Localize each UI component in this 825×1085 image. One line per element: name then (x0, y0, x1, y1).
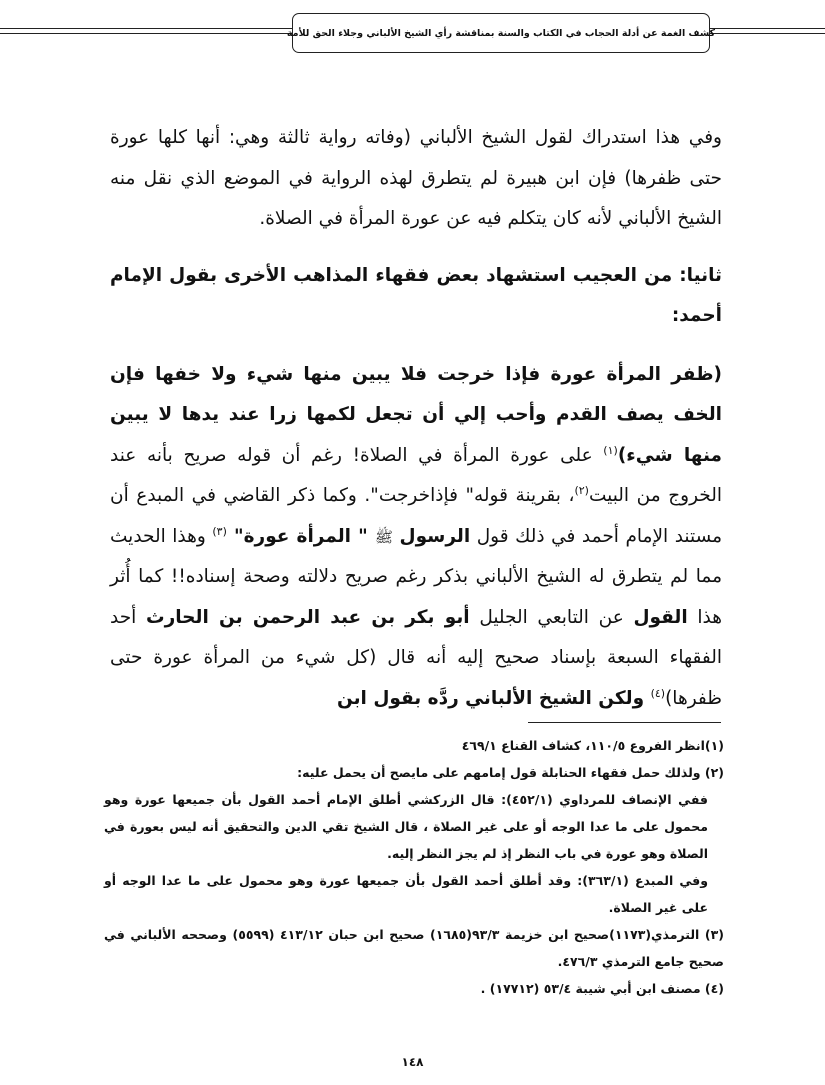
footnote-separator (528, 722, 721, 723)
footnote-2: (٢) ولذلك حمل فقهاء الحنابلة قول إمامهم على مايصح أن يحمل عليه: (297, 765, 724, 780)
paragraph-3-text-j: أحد الفقهاء السبعة بإسناد صحيح إليه أنه قال (كل شيء من المرأة عورة حتى ظفرها) (110, 606, 722, 709)
paragraph-3-text-b: على عورة المرأة في الصلاة! رغم أن قوله صريح بأنه عند الخروج من البيت (110, 444, 722, 506)
hadith-text: " المرأة عورة" (226, 525, 375, 547)
footnote-4: (٤) مصنف ابن أبي شيبة ٥٣/٤ (١٧٧١٢) . (480, 981, 724, 996)
footnotes (104, 732, 724, 1002)
quote-ahmad: (ظفر المرأة عورة فإذا خرجت فلا يبين منها شيء ولا خفها فإن الخف يصف القدم وأحب إلي أن تجعل لكمها زرا عند يدها لا يبين منها شيء) (110, 363, 722, 466)
footnote-ref-1[interactable]: (١) (603, 443, 618, 457)
footnote-2-insaf: ففي الإنصاف للمرداوي (٤٥٢/١): قال الزركشي أطلق الإمام أحمد القول بأن جميعها عورة وهو محمول على ما عدا الوجه أو على غير الصلاة ، قال الشيخ تقي الدين والتحقيق أنه ليس بعورة في الصلاة وهو عورة في باب النظر إذ لم يجز النظر إليه. (104, 792, 708, 861)
page-number: ١٤٨ (401, 1055, 424, 1069)
main-text (110, 118, 722, 719)
paragraph-3-qawl: القول (633, 606, 688, 628)
running-header-title: كشف الغمة عن أدلة الحجاب في الكتاب والسنة بمناقشة رأي الشيخ الألباني وجلاء الحق للأمة (286, 27, 716, 39)
paragraph-3-text-c: ، بقرينة قوله" فإذاخرجت". وكما ذكر القاضي في المبدع أن مستند الإمام أحمد في ذلك قول (110, 485, 722, 547)
narrator-name: أبو بكر بن عبد الرحمن بن الحارث (145, 606, 470, 628)
paragraph-2 (110, 256, 722, 337)
footnote-1: (١)انظر الفروع ١١٠/٥، كشاف القناع ٤٦٩/١ (461, 738, 724, 753)
footnote-3: (٣) الترمذي(١١٧٣)صحيح ابن خزيمة ٩٣/٣(١٦٨٥) صحيح ابن حبان ٤١٣/١٢ (٥٥٩٩) وصححه الألباني في صحيح جامع الترمذي ٤٧٦/٣. (104, 927, 724, 969)
paragraph-3-messenger: الرسول (399, 525, 471, 547)
paragraph-3-text-h: عن التابعي الجليل (469, 606, 634, 628)
paragraph-3 (110, 355, 722, 720)
footnote-ref-3[interactable]: (٣) (212, 524, 227, 538)
footnote-ref-2[interactable]: (٢) (574, 483, 589, 497)
footnote-ref-4[interactable]: (٤) (650, 686, 666, 700)
paragraph-2-text: ثانيا: من العجيب استشهاد بعض فقهاء المذاهب الأخرى بقول الإمام أحمد: (110, 264, 722, 326)
paragraph-1: وفي هذا استدراك لقول الشيخ الألباني (وفاته رواية ثالثة وهي: أنها كلها عورة حتى ظفرها) فإن ابن هبيرة لم يتطرق لهذه الرواية في الموضع الذي نقل منه الشيخ الألباني لأنه كان يتكلم فيه عن عورة المرأة في الصلاة. (110, 127, 722, 229)
footnote-2-mubdi: وفي المبدع (٣٦٣/١): وقد أطلق أحمد القول بأن جميعها عورة وهو محمول على ما عدا الوجه أو على غير الصلاة. (104, 873, 708, 915)
salutation-icon: ﷺ (374, 527, 393, 546)
running-header (286, 13, 716, 53)
paragraph-3-text-f: وهذا الحديث مما لم يتطرق له الشيخ الألباني بذكر رغم صريح دلالته وصحة إسناده!! كما أُثر هذا (110, 525, 722, 628)
paragraph-3-text-k: ولكن الشيخ الألباني ردَّه بقول ابن (336, 687, 651, 709)
